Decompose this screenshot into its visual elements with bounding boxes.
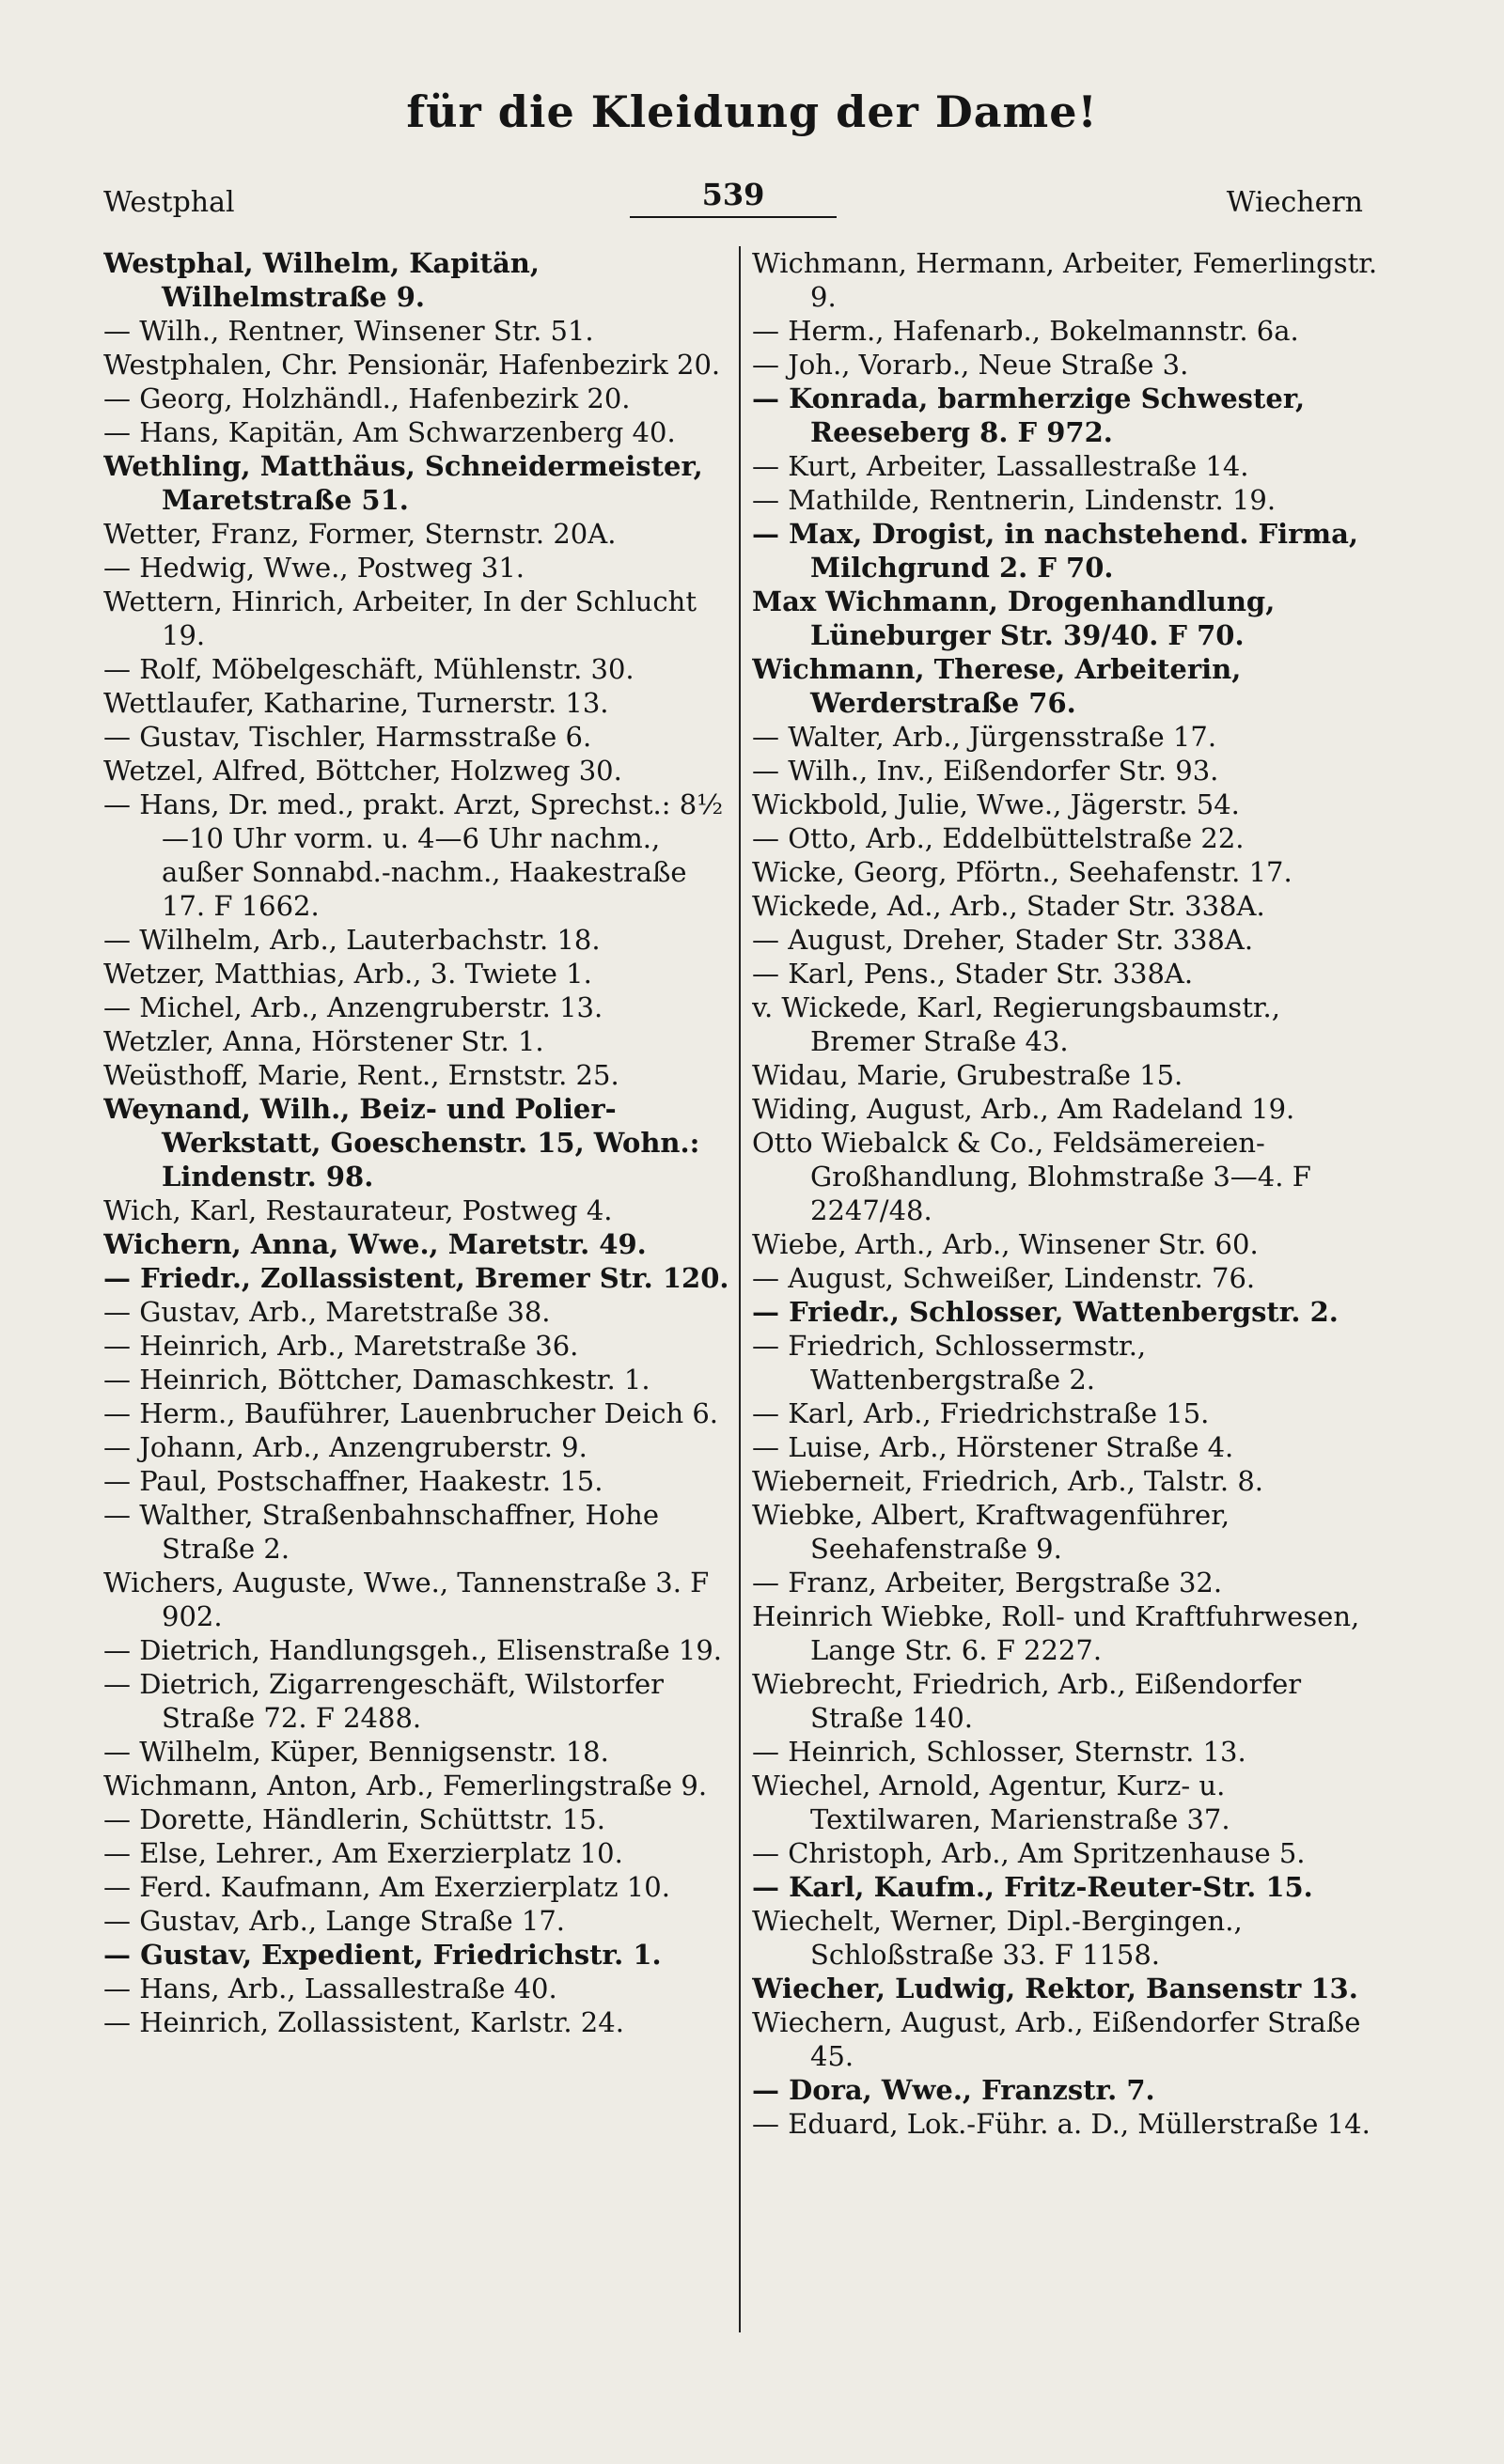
directory-entry: — Karl, Kaufm., Fritz-Reuter-Str. 15.: [752, 1871, 1313, 1903]
right-column: [752, 246, 1382, 2332]
directory-entry: — Friedr., Zollassistent, Bremer Str. 120.: [103, 1262, 729, 1294]
directory-entry: Wiebke, Albert, Kraftwagenführer, Seehafenstraße 9.: [752, 1499, 1230, 1565]
directory-entry: — Heinrich, Schlosser, Sternstr. 13.: [752, 1736, 1246, 1768]
running-head-left: Westphal: [103, 186, 235, 219]
directory-entry: — Hans, Arb., Lassallestraße 40.: [103, 1973, 557, 2004]
directory-entry: — August, Schweißer, Lindenstr. 76.: [752, 1262, 1256, 1294]
directory-entry: Wichers, Auguste, Wwe., Tannenstraße 3. F 902.: [103, 1567, 710, 1632]
directory-entry: — Dietrich, Zigarrengeschäft, Wilstorfer Straße 72. F 2488.: [103, 1668, 665, 1734]
directory-entry: — Hans, Dr. med., prakt. Arzt, Sprechst.: 8½—10 Uhr vorm. u. 4—6 Uhr nachm., außer Sonnabd.-nachm., Haakestraße 17. F 1662.: [103, 788, 724, 922]
directory-entry: — Rolf, Möbelgeschäft, Mühlenstr. 30.: [103, 653, 634, 685]
directory-entry: — Kurt, Arbeiter, Lassallestraße 14.: [752, 450, 1249, 482]
page-banner: für die Kleidung der Dame!: [406, 86, 1098, 137]
directory-entry: — Eduard, Lok.-Führ. a. D., Müllerstraße 14.: [752, 2108, 1371, 2140]
directory-entry: — Wilhelm, Arb., Lauterbachstr. 18.: [103, 924, 601, 956]
directory-entry: Wettlaufer, Katharine, Turnerstr. 13.: [103, 687, 609, 719]
directory-entry: — Wilh., Inv., Eißendorfer Str. 93.: [752, 755, 1219, 787]
directory-entry: — Gustav, Arb., Lange Straße 17.: [103, 1905, 566, 1937]
directory-entry: Weynand, Wilh., Beiz- und Polier-Werkstatt, Goeschenstr. 15, Wohn.: Lindenstr. 98.: [103, 1093, 700, 1193]
directory-entry: — Dietrich, Handlungsgeh., Elisenstraße 19.: [103, 1634, 723, 1666]
running-head-right: Wiechern: [1226, 186, 1363, 219]
directory-entry: — Johann, Arb., Anzengruberstr. 9.: [103, 1431, 588, 1463]
directory-entry: Wichern, Anna, Wwe., Maretstr. 49.: [103, 1228, 647, 1260]
directory-entry: Wiecher, Ludwig, Rektor, Bansenstr 13.: [752, 1973, 1358, 2004]
directory-entry: Westphal, Wilhelm, Kapitän, Wilhelmstraße 9.: [103, 247, 540, 313]
directory-entry: — Walter, Arb., Jürgensstraße 17.: [752, 721, 1217, 753]
directory-entry: Widing, August, Arb., Am Radeland 19.: [752, 1093, 1295, 1125]
directory-entry: Wiechelt, Werner, Dipl.-Bergingen., Schloßstraße 33. F 1158.: [752, 1905, 1243, 1971]
directory-entry: Wich, Karl, Restaurateur, Postweg 4.: [103, 1194, 613, 1226]
directory-entry: — Michel, Arb., Anzengruberstr. 13.: [103, 991, 603, 1023]
directory-entry: — Christoph, Arb., Am Spritzenhause 5.: [752, 1837, 1306, 1869]
directory-entry: — Georg, Holzhändl., Hafenbezirk 20.: [103, 382, 631, 414]
directory-entry: — Gustav, Tischler, Harmsstraße 6.: [103, 721, 592, 753]
directory-entry: Wiechern, August, Arb., Eißendorfer Straße 45.: [752, 2006, 1361, 2072]
directory-entry: — Otto, Arb., Eddelbüttelstraße 22.: [752, 822, 1245, 854]
directory-entry: Wickbold, Julie, Wwe., Jägerstr. 54.: [752, 788, 1240, 820]
directory-entry: Wetzer, Matthias, Arb., 3. Twiete 1.: [103, 958, 592, 990]
directory-entry: Wichmann, Therese, Arbeiterin, Werderstraße 76.: [752, 653, 1242, 719]
directory-entry: — Herm., Bauführer, Lauenbrucher Deich 6.: [103, 1397, 719, 1429]
directory-entry: — Herm., Hafenarb., Bokelmannstr. 6a.: [752, 315, 1299, 347]
directory-entry: — Dora, Wwe., Franzstr. 7.: [752, 2074, 1155, 2106]
left-column: [103, 246, 733, 2332]
directory-entry: — Wilh., Rentner, Winsener Str. 51.: [103, 315, 594, 347]
directory-entry: — Karl, Arb., Friedrichstraße 15.: [752, 1397, 1210, 1429]
directory-entry: Widau, Marie, Grubestraße 15.: [752, 1059, 1183, 1091]
directory-entry: — Hedwig, Wwe., Postweg 31.: [103, 552, 525, 584]
directory-entry: Wichmann, Anton, Arb., Femerlingstraße 9.: [103, 1770, 708, 1801]
directory-entry: — Dorette, Händlerin, Schüttstr. 15.: [103, 1803, 605, 1835]
directory-entry: Wiechel, Arnold, Agentur, Kurz- u. Textilwaren, Marienstraße 37.: [752, 1770, 1230, 1835]
directory-entry: Wetter, Franz, Former, Sternstr. 20A.: [103, 518, 617, 550]
directory-entry: — Paul, Postschaffner, Haakestr. 15.: [103, 1465, 603, 1497]
directory-entry: Wiebrecht, Friedrich, Arb., Eißendorfer Straße 140.: [752, 1668, 1302, 1734]
directory-entry: Wicke, Georg, Pförtn., Seehafenstr. 17.: [752, 856, 1292, 888]
directory-entry: Wettern, Hinrich, Arbeiter, In der Schlucht 19.: [103, 585, 697, 651]
directory-entry: — Heinrich, Arb., Maretstraße 36.: [103, 1330, 579, 1362]
directory-entry: — Hans, Kapitän, Am Schwarzenberg 40.: [103, 416, 676, 448]
running-head: [103, 177, 1363, 233]
directory-entry: Wieberneit, Friedrich, Arb., Talstr. 8.: [752, 1465, 1264, 1497]
directory-entry: Wiebe, Arth., Arb., Winsener Str. 60.: [752, 1228, 1259, 1260]
directory-entry: — Luise, Arb., Hörstener Straße 4.: [752, 1431, 1234, 1463]
directory-entry: — Ferd. Kaufmann, Am Exerzierplatz 10.: [103, 1871, 670, 1903]
directory-entry: — Joh., Vorarb., Neue Straße 3.: [752, 349, 1189, 381]
directory-entry: Wickede, Ad., Arb., Stader Str. 338A.: [752, 890, 1265, 922]
directory-entry: — Karl, Pens., Stader Str. 338A.: [752, 958, 1194, 990]
directory-entry: — August, Dreher, Stader Str. 338A.: [752, 924, 1254, 956]
column-divider: [739, 246, 741, 2332]
directory-entry: — Else, Lehrer., Am Exerzierplatz 10.: [103, 1837, 623, 1869]
directory-entry: — Franz, Arbeiter, Bergstraße 32.: [752, 1567, 1223, 1598]
directory-entry: — Max, Drogist, in nachstehend. Firma, Milchgrund 2. F 70.: [752, 518, 1358, 584]
directory-entry: — Walther, Straßenbahnschaffner, Hohe Straße 2.: [103, 1499, 660, 1565]
directory-entry: — Mathilde, Rentnerin, Lindenstr. 19.: [752, 484, 1277, 516]
directory-entry: — Gustav, Arb., Maretstraße 38.: [103, 1296, 551, 1328]
directory-entry: — Konrada, barmherzige Schwester, Reeseberg 8. F 972.: [752, 382, 1306, 448]
directory-entry: — Friedrich, Schlossermstr., Wattenbergstraße 2.: [752, 1330, 1147, 1396]
directory-entry: Westphalen, Chr. Pensionär, Hafenbezirk 20.: [103, 349, 721, 381]
directory-entry: — Gustav, Expedient, Friedrichstr. 1.: [103, 1939, 662, 1971]
directory-entry: — Heinrich, Zollassistent, Karlstr. 24.: [103, 2006, 624, 2038]
page-number: 539: [630, 177, 837, 218]
directory-entry: Wetzel, Alfred, Böttcher, Holzweg 30.: [103, 755, 622, 787]
directory-entry: Wichmann, Hermann, Arbeiter, Femerlingstr. 9.: [752, 247, 1378, 313]
directory-entry: — Friedr., Schlosser, Wattenbergstr. 2.: [752, 1296, 1339, 1328]
directory-entry: — Wilhelm, Küper, Bennigsenstr. 18.: [103, 1736, 609, 1768]
directory-entry: Wetzler, Anna, Hörstener Str. 1.: [103, 1025, 544, 1057]
directory-entry: Max Wichmann, Drogenhandlung, Lüneburger Str. 39/40. F 70.: [752, 585, 1276, 651]
directory-entry: Heinrich Wiebke, Roll- und Kraftfuhrwesen, Lange Str. 6. F 2227.: [752, 1600, 1360, 1666]
directory-entry: Weüsthoff, Marie, Rent., Ernststr. 25.: [103, 1059, 619, 1091]
directory-entry: Wethling, Matthäus, Schneidermeister, Maretstraße 51.: [103, 450, 703, 516]
directory-entry: Otto Wiebalck & Co., Feldsämereien-Großhandlung, Blohmstraße 3—4. F 2247/48.: [752, 1127, 1311, 1226]
directory-entry: v. Wickede, Karl, Regierungsbaumstr., Bremer Straße 43.: [752, 991, 1280, 1057]
directory-entry: — Heinrich, Böttcher, Damaschkestr. 1.: [103, 1364, 650, 1396]
